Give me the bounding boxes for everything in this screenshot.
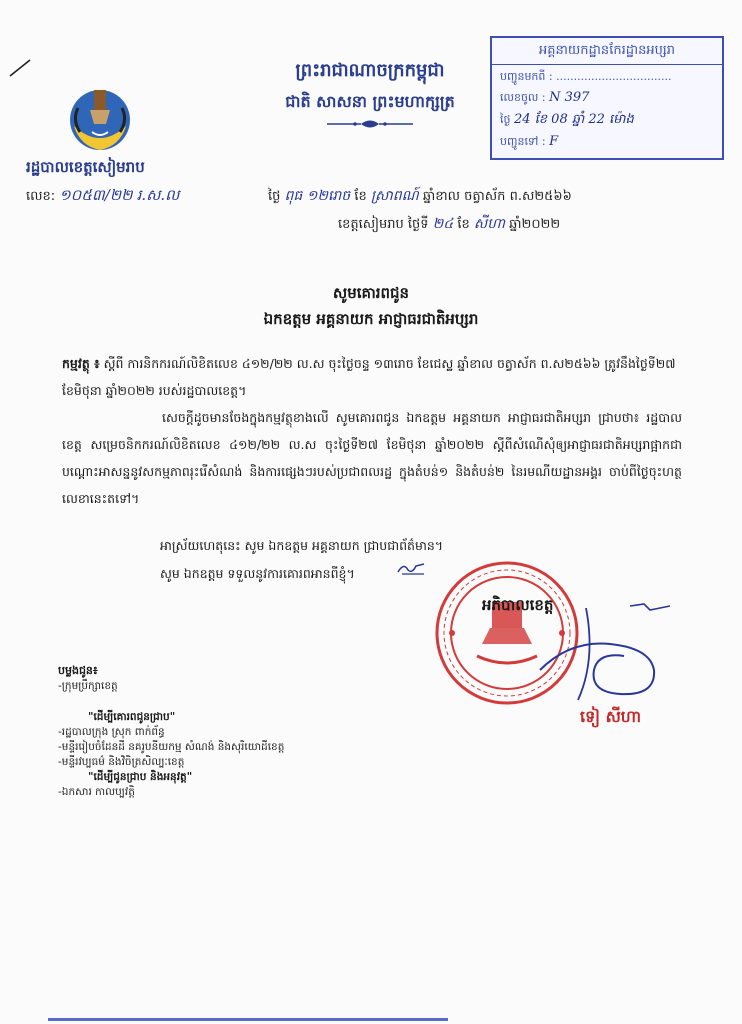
lunar-month-label: ខែ [354, 189, 367, 204]
solar-day-handwritten: ២៤ [432, 216, 454, 232]
letter-number-value: ១០៥៣/២២ [59, 186, 133, 204]
solar-year: ឆ្នាំ២០២២ [509, 217, 561, 232]
cc-item: -ក្រុមប្រឹក្សាខេត្ត [58, 680, 118, 692]
stamp-row: បញ្ជូនមកពី : ................................. [500, 70, 672, 83]
handwritten-initial [396, 560, 428, 576]
stamp-row-value: F [549, 134, 559, 149]
cc-heading: បម្លងជូន៖ [58, 664, 98, 677]
solar-month-handwritten: សីហា [473, 216, 505, 232]
solar-month-label: ខែ [457, 217, 470, 232]
signatory-name: ទៀ សីហា [580, 707, 642, 726]
solar-date [338, 214, 560, 235]
pen-mark [8, 58, 32, 78]
letter-number-suffix: រ.ស.ល [136, 186, 180, 204]
lunar-date [268, 186, 572, 207]
cc-item: -មន្ទីរវប្បធម៌ និងវិចិត្រសិល្បៈខេត្ត [58, 756, 185, 768]
stamp-row-label: លេខចូល : [500, 91, 546, 104]
solar-date-prefix: ខេត្តសៀមរាប ថ្ងៃទី [338, 217, 429, 232]
stamp-row-label: បញ្ជូនទៅ : [500, 135, 546, 148]
stamp-row-label: ថ្ងៃ [500, 113, 511, 126]
cc-purpose: "ដើម្បីគោរពជូនជ្រាប" [88, 711, 176, 723]
cc-block [58, 664, 378, 801]
subject [62, 350, 682, 404]
lunar-year: ឆ្នាំខាល ចត្វាស័ក ព.ស២៥៦៦ [422, 189, 572, 204]
closing-line: អាស្រ័យហេតុនេះ សូម ឯកឧត្តម អគ្គនាយក ជ្រាបជាព័ត៌មាន។ [160, 538, 444, 553]
lunar-date-prefix: ថ្ងៃ [268, 189, 281, 204]
scan-edge-line [48, 1018, 448, 1021]
received-stamp-title: អគ្គនាយកដ្ឋានកែរដ្ឋានអប្សរា [492, 38, 722, 65]
subject-text: ស្តីពី ការនិកករណ៍លិខិតលេខ ៤១២/២២ ល.ស ចុះថ្ងៃចន្ទ ១៣រោច ខែជេស្ឋ ឆ្នាំខាល ចត្វាស័ក ព.ស២៥៦៦ ត្រូវនឹងថ្ងៃទី២៧ ខែមិថុនា ឆ្នាំ២០២២ របស់រដ្ឋបាលខេត្ត។ [62, 356, 676, 398]
stamp-row [492, 130, 722, 151]
lunar-month-handwritten: ស្រាពណ៍ [370, 188, 419, 204]
cc-purpose: "ដើម្បីជូនជ្រាប និងអនុវត្ត" [88, 771, 193, 783]
stamp-row [492, 107, 722, 130]
cc-item: -ឯកសារ កាលប្បវត្តិ [58, 786, 135, 798]
issuing-authority: រដ្ឋបាលខេត្តសៀមរាប [26, 158, 145, 176]
cc-item: -រដ្ឋបាលក្រុង ស្រុក ពាក់ព័ន្ធ [58, 726, 165, 738]
signatory-title: អភិបាលខេត្ត [482, 596, 554, 614]
handwritten-signature [520, 600, 680, 710]
letter-number-label: លេខ: [26, 189, 56, 204]
letter-number [26, 186, 179, 208]
lunar-day-handwritten: ពុធ ១២រោច [284, 188, 351, 204]
stamp-row-label: បញ្ជូនមកពី : [500, 70, 553, 83]
cc-item: -មន្ទីររៀបចំដែនដី នគរូបនីយកម្ម សំណង់ និងសុរិយោដីខេត្ត [58, 741, 285, 753]
decorative-divider [325, 118, 415, 130]
national-motto: ជាតិ សាសនា ព្រះមហាក្សត្រ [285, 92, 455, 111]
closing-line: សូម ឯកឧត្តម ទទួលនូវការគោរពអានពីខ្ញុំ។ [160, 566, 355, 581]
stamp-row-value: N 397 [549, 90, 590, 105]
salutation: សូមគោរពជូន [332, 284, 410, 302]
recipient: ឯកឧត្តម អគ្គនាយក អាជ្ញាធរជាតិអប្សរា [263, 310, 479, 328]
letterhead [250, 58, 490, 115]
stamp-row-value: 24 ខែ 08 ឆ្នាំ 22 ម៉ោង [513, 112, 634, 127]
received-stamp [490, 36, 724, 160]
stamp-row [492, 86, 722, 107]
body-paragraph: សេចក្តីដូចមានចែងក្នុងកម្មវត្ថុខាងលើ សូមគោរពជូន ឯកឧត្តម អគ្គនាយក អាជ្ញាធរជាតិអប្សរា ជ្រាបថា៖ រដ្ឋបាលខេត្ត សម្រេចនិកករណ៍លិខិតលេខ ៤១២/២២ ល.ស ចុះថ្ងៃទី២៧ ខែមិថុនា ឆ្នាំ២០២២ ស្តីពីសំណើសុំឲ្យអាជ្ញាធរជាតិអប្សរាផ្អាកជាបណ្តោះអាសន្ននូវសកម្មភាពរុះរើសំណង់ និងការផ្សេងៗរបស់ប្រជាពលរដ្ឋ ក្នុងតំបន់១ និងតំបន់២ នៃរមណីយដ្ឋានអង្គរ ចាប់ពីថ្ងៃចុះហត្ថលេខានេះតទៅ។ [62, 410, 682, 506]
subject-label: កម្មវត្ថុ ៖ [62, 356, 100, 371]
province-logo [62, 80, 138, 156]
kingdom-name: ព្រះរាជាណាចក្រកម្ពុជា [295, 60, 445, 81]
